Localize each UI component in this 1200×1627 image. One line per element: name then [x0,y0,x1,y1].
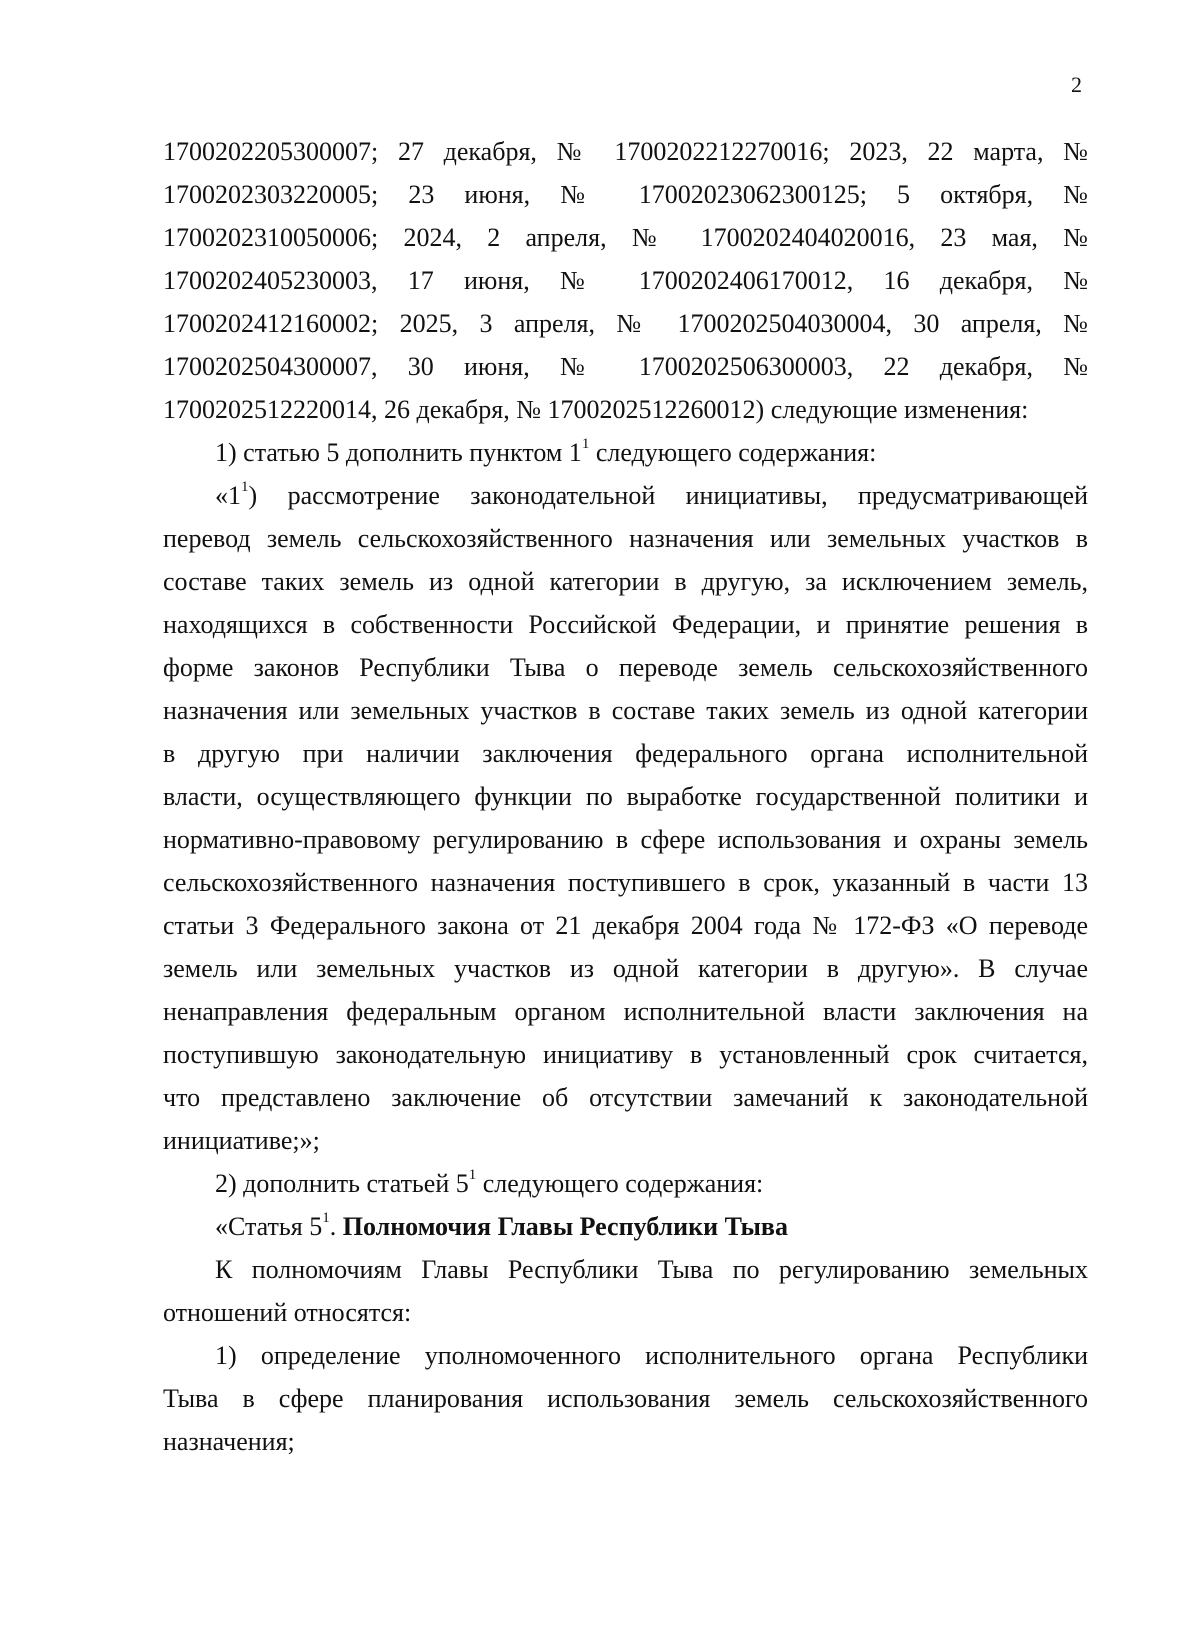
text-line: 1) определение уполномоченного исполнительного органа Республики [215,1341,1088,1370]
text-line: 1700202412160002; 2025, 3 апреля, № 1700202504030004, 30 апреля, № [163,309,1088,338]
quoted-text-line: форме законов Республики Тыва о переводе земель сельскохозяйственного [163,653,1088,682]
quoted-text-line: статьи 3 Федерального закона от 21 декабря 2004 года № 172-ФЗ «О переводе [163,911,1088,940]
article-title: Полномочия Главы Республики Тыва [342,1212,788,1241]
article-heading: «Статья $5^1$. Полномочия Главы Республики Тыва [215,1210,788,1241]
quoted-text-line: власти, осуществляющего функции по выработке государственной политики и [163,782,1088,811]
text-line: 1700202205300007; 27 декабря, № 1700202212270016; 2023, 22 марта, № [163,137,1088,166]
quoted-text-line: составе таких земель из одной категории в другую, за исключением земель, [163,567,1088,596]
quoted-text-line: поступившую законодательную инициативу в установленный срок считается, [163,1040,1088,1069]
quoted-text-line: инициативе;»; [163,1126,320,1155]
quoted-text-line: «$1^1$) рассмотрение законодательной инициативы, предусматривающей [215,479,1088,510]
quoted-text-line: нормативно-правовому регулированию в сфере использования и охраны земель [163,825,1088,854]
quoted-text-line: назначения или земельных участков в составе таких земель из одной категории [163,696,1088,725]
amendment-item-2: 2) дополнить статьей $5^1$ следующего содержания: [215,1167,764,1198]
amendment-item-1: 1) статью 5 дополнить пунктом $1^1$ следующего содержания: [215,436,877,467]
quoted-text-line: что представлено заключение об отсутствии замечаний к законодательной [163,1083,1088,1112]
text-line: Тыва в сфере планирования использования земель сельскохозяйственного [163,1384,1088,1413]
quoted-text-line: в другую при наличии заключения федерального органа исполнительной [163,739,1088,768]
quoted-text-line: земель или земельных участков из одной категории в другую». В случае [163,954,1088,983]
text-line: 1700202310050006; 2024, 2 апреля, № 1700202404020016, 23 мая, № [163,223,1088,252]
quoted-text-line: находящихся в собственности Российской Федерации, и принятие решения в [163,610,1088,639]
text-line: назначения; [163,1427,295,1456]
document-body [163,130,1088,1463]
text-line: 1700202303220005; 23 июня, № 17002023062300125; 5 октября, № [163,180,1088,209]
quoted-text-line: ненаправления федеральным органом исполнительной власти заключения на [163,997,1088,1026]
page-number: 2 [1071,72,1082,97]
text-line: К полномочиям Главы Республики Тыва по регулированию земельных [215,1255,1088,1284]
text-line: 1700202405230003, 17 июня, № 1700202406170012, 16 декабря, № [163,266,1088,295]
quoted-text-line: перевод земель сельскохозяйственного назначения или земельных участков в [163,524,1088,553]
quoted-text-line: сельскохозяйственного назначения поступившего в срок, указанный в части 13 [163,868,1088,897]
text-line: 1700202512220014, 26 декабря, № 1700202512260012) следующие изменения: [163,395,1029,424]
text-line: отношений относятся: [163,1298,412,1327]
text-line: 1700202504300007, 30 июня, № 1700202506300003, 22 декабря, № [163,352,1088,381]
